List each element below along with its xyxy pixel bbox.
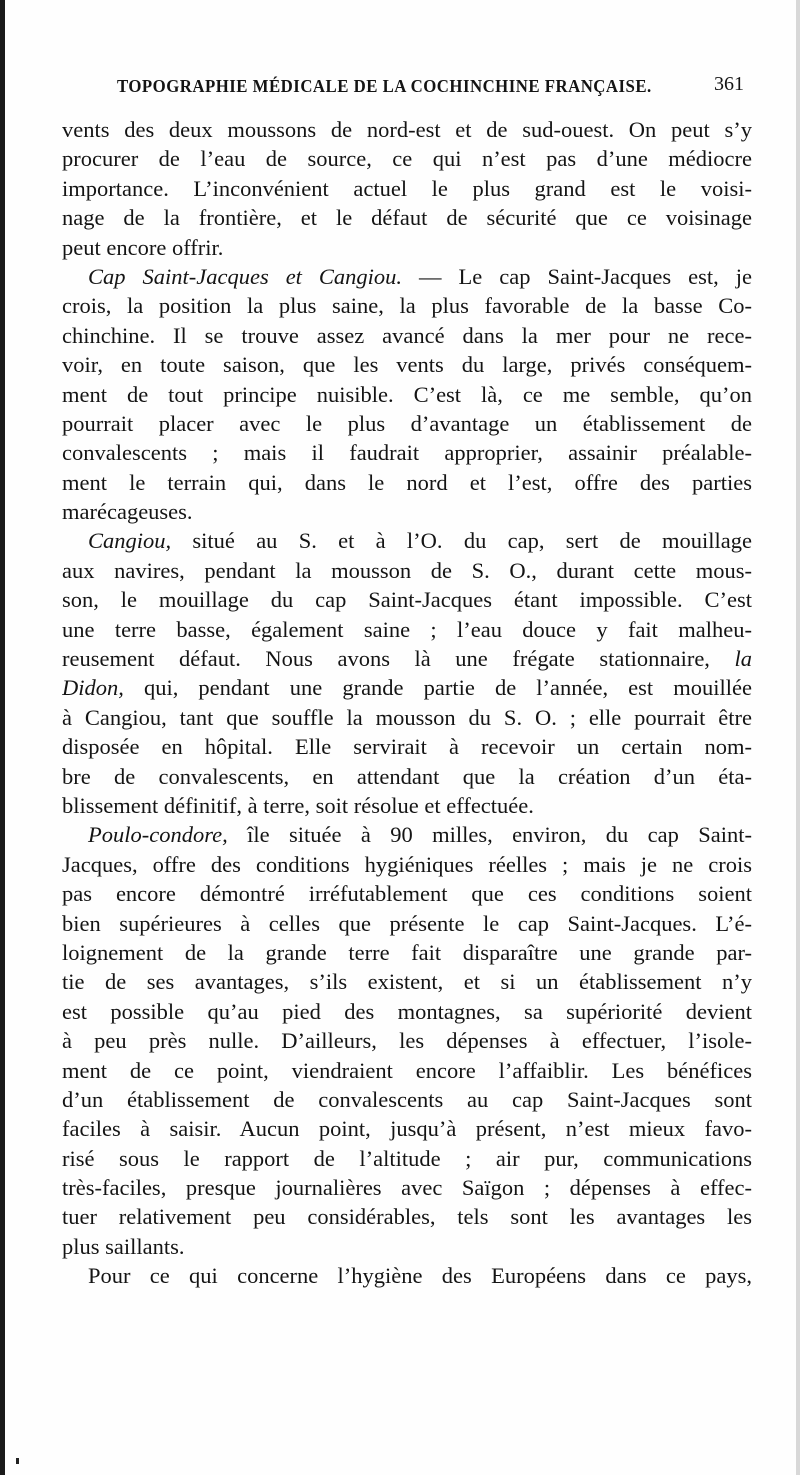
text-line: [62, 909, 752, 938]
line-text: situé au S. et à l’O. du cap, sert de mouillage: [171, 528, 752, 554]
text-line: [62, 468, 752, 497]
text-line: [62, 938, 752, 967]
line-text: convalescents ; mais il faudrait approprier, assainir préalable-: [62, 440, 752, 466]
line-text: île située à 90 milles, environ, du cap Saint-: [227, 822, 752, 848]
line-text: nage de la frontière, et le défaut de sécurité que ce voisinage: [62, 205, 752, 231]
line-text: aux navires, pendant la mousson de S. O., durant cette mous-: [62, 557, 752, 583]
text-line: [62, 115, 752, 144]
line-text: marécageuses.: [62, 499, 193, 525]
text-line: [62, 1173, 752, 1202]
line-text: est possible qu’au pied des montagnes, sa supériorité devient: [62, 998, 752, 1024]
text-line: [62, 1085, 752, 1114]
line-text: ment de ce point, viendraient encore l’affaiblir. Les bénéfices: [62, 1057, 752, 1083]
text-line: [62, 1232, 752, 1261]
text-line: [62, 850, 752, 879]
text-line: [62, 144, 752, 173]
line-text: tuer relativement peu considérables, tels sont les avantages les: [62, 1204, 752, 1230]
line-text: pourrait placer avec le plus d’avantage un établissement de: [62, 410, 752, 436]
text-line: [62, 879, 752, 908]
text-line: [62, 526, 752, 555]
page-right-edge: [796, 0, 800, 1475]
line-text: reusement défaut. Nous avons là une frégate stationnaire,: [62, 646, 710, 672]
text-line: [62, 233, 752, 262]
line-text: qui, pendant une grande partie de l’année, est mouillée: [123, 675, 752, 701]
line-text: blissement définitif, à terre, soit résolue et effectuée.: [62, 792, 534, 818]
italic-term: la: [709, 646, 752, 672]
line-text: chinchine. Il se trouve assez avancé dans la mer pour ne rece-: [62, 322, 752, 348]
line-text: tie de ses avantages, s’ils existent, et si un établissement n’y: [62, 969, 752, 995]
line-text: faciles à saisir. Aucun point, jusqu’à présent, n’est mieux favo-: [62, 1116, 752, 1142]
line-text: à peu près nulle. D’ailleurs, les dépenses à effectuer, l’isole-: [62, 1028, 752, 1054]
text-line: [62, 1114, 752, 1143]
text-line: [62, 791, 752, 820]
line-text: ment de tout principe nuisible. C’est là, ce me semble, qu’on: [62, 381, 752, 407]
line-text: loignement de la grande terre fait disparaître une grande par-: [62, 939, 752, 965]
text-line: [62, 820, 752, 849]
text-line: [62, 321, 752, 350]
text-line: [62, 1202, 752, 1231]
text-line: [62, 673, 752, 702]
text-line: [62, 1144, 752, 1173]
line-text: crois, la position la plus saine, la plus favorable de la basse Co-: [62, 293, 752, 319]
line-text: ment le terrain qui, dans le nord et l’est, offre des parties: [62, 469, 752, 495]
body-text: [62, 115, 752, 1291]
line-text: procurer de l’eau de source, ce qui n’est pas d’une médiocre: [62, 146, 752, 172]
text-line: [62, 203, 752, 232]
text-line: [62, 703, 752, 732]
text-line: [62, 350, 752, 379]
text-line: [62, 615, 752, 644]
text-line: [62, 1056, 752, 1085]
text-line: [62, 438, 752, 467]
text-line: [62, 762, 752, 791]
page-left-edge-shadow: [0, 0, 5, 1475]
line-text: une terre basse, également saine ; l’eau douce y fait malheu-: [62, 616, 752, 642]
text-line: [62, 291, 752, 320]
line-text: d’un établissement de convalescents au cap Saint-Jacques sont: [62, 1086, 752, 1112]
line-text: son, le mouillage du cap Saint-Jacques étant impossible. C’est: [62, 587, 752, 613]
running-head: TOPOGRAPHIE MÉDICALE DE LA COCHINCHINE FRANÇAISE.: [117, 76, 652, 96]
line-text: pas encore démontré irréfutablement que ces conditions soient: [62, 881, 752, 907]
text-line: [62, 997, 752, 1026]
text-line: [62, 262, 752, 291]
italic-term: Cap Saint-Jacques et Cangiou.: [88, 263, 403, 289]
italic-term: Poulo-condore,: [88, 822, 228, 848]
text-line: [62, 732, 752, 761]
line-text: importance. L’inconvénient actuel le plus grand est le voisi-: [62, 175, 752, 201]
text-line: [62, 1026, 752, 1055]
text-line: [62, 380, 752, 409]
margin-mark: [16, 1458, 19, 1464]
text-line: [62, 585, 752, 614]
text-line: [62, 967, 752, 996]
italic-term: Cangiou,: [88, 528, 172, 554]
line-text: très-faciles, presque journalières avec Saïgon ; dépenses à effec-: [62, 1175, 752, 1201]
text-line: [62, 556, 752, 585]
line-text: à Cangiou, tant que souffle la mousson du S. O. ; elle pourrait être: [62, 704, 752, 730]
text-line: [62, 644, 752, 673]
line-text: disposée en hôpital. Elle servirait à recevoir un certain nom-: [62, 734, 752, 760]
line-text: — Le cap Saint-Jacques est, je: [402, 263, 752, 289]
line-text: vents des deux moussons de nord-est et de sud-ouest. On peut s’y: [62, 117, 752, 142]
text-line: [62, 1261, 752, 1290]
line-text: peut encore offrir.: [62, 234, 224, 260]
line-text: bre de convalescents, en attendant que la création d’un éta-: [62, 763, 752, 789]
line-text: Pour ce qui concerne l’hygiène des Européens dans ce pays,: [88, 1263, 752, 1289]
line-text: plus saillants.: [62, 1233, 185, 1259]
page-number: 361: [714, 73, 744, 95]
line-text: voir, en toute saison, que les vents du large, privés conséquem-: [62, 352, 752, 378]
italic-term: Didon,: [62, 675, 124, 701]
text-line: [62, 174, 752, 203]
line-text: risé sous le rapport de l’altitude ; air pur, communications: [62, 1145, 752, 1171]
text-line: [62, 409, 752, 438]
text-line: [62, 497, 752, 526]
line-text: bien supérieures à celles que présente le cap Saint-Jacques. L’é-: [62, 910, 752, 936]
line-text: Jacques, offre des conditions hygiéniques réelles ; mais je ne crois: [62, 851, 752, 877]
